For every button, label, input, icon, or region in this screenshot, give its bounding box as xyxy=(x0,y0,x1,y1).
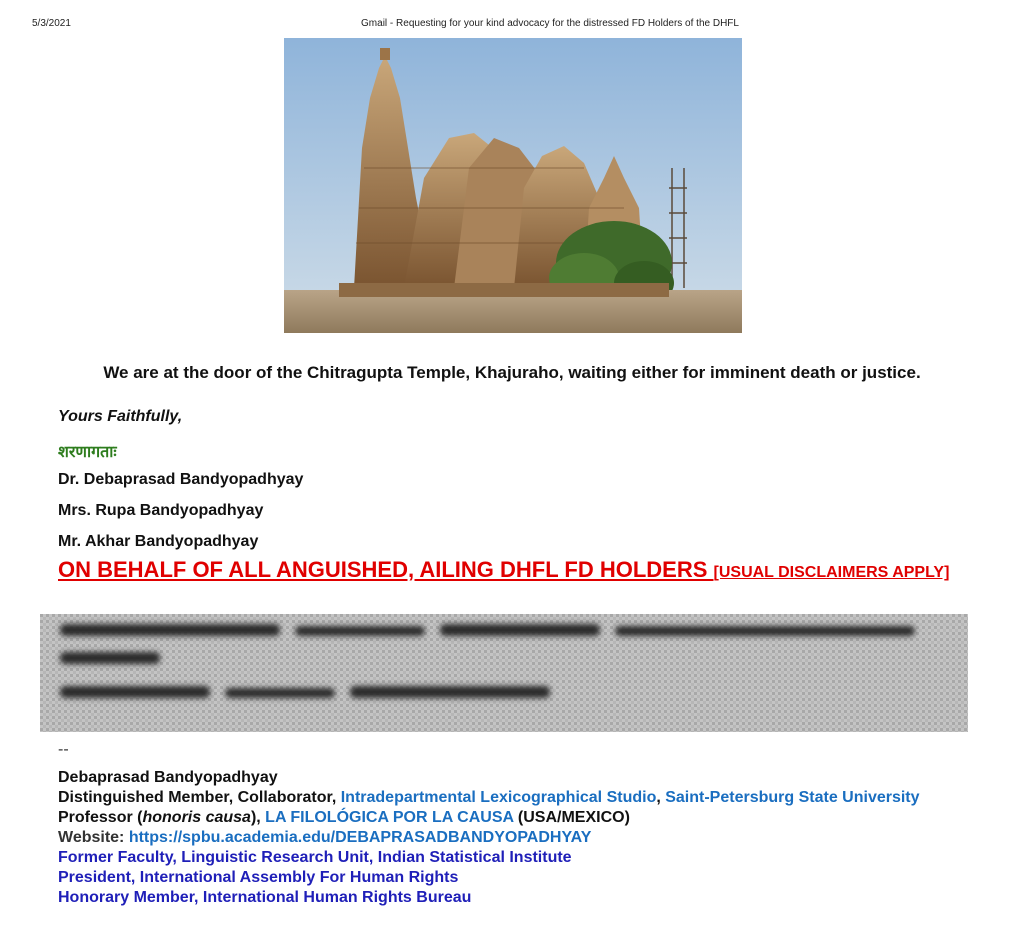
professor-prefix: Professor ( xyxy=(58,809,143,826)
honoris-causa: honoris causa xyxy=(142,809,251,826)
disclaimer: [USUAL DISCLAIMERS APPLY] xyxy=(713,564,950,581)
signature-president: President, International Assembly For Human Rights xyxy=(58,869,459,886)
temple-quote: We are at the door of the Chitragupta Temple, Khajuraho, waiting either for imminent death or justice. xyxy=(103,363,921,382)
comma: , xyxy=(656,789,666,806)
redacted-block xyxy=(40,614,968,732)
signature-former-faculty: Former Faculty, Linguistic Research Unit, Indian Statistical Institute xyxy=(58,849,572,866)
signature-separator: -- xyxy=(58,741,69,758)
signature-honorary: Honorary Member, International Human Rights Bureau xyxy=(58,889,472,906)
signature-website-line xyxy=(58,828,920,848)
signatory-name: Mr. Akhar Bandyopadhyay xyxy=(58,533,259,550)
signature-professor-line xyxy=(58,808,920,828)
university-link[interactable]: Saint-Petersburg State University xyxy=(665,789,920,806)
professor-suffix: ), xyxy=(250,809,266,826)
signature-member-line xyxy=(58,788,920,808)
signature-name: Debaprasad Bandyopadhyay xyxy=(58,769,278,786)
studio-link[interactable]: Intradepartmental Lexicographical Studio xyxy=(340,789,657,806)
print-header-date: 5/3/2021 xyxy=(32,18,71,29)
signatory-name: Dr. Debaprasad Bandyopadhyay xyxy=(58,471,304,488)
closing-greeting: Yours Faithfully, xyxy=(58,408,183,425)
behalf-main: ON BEHALF OF ALL ANGUISHED, AILING DHFL FD HOLDERS xyxy=(58,557,714,582)
member-prefix: Distinguished Member, Collaborator, xyxy=(58,789,341,806)
print-header-title: Gmail - Requesting for your kind advocacy for the distressed FD Holders of the DHFL xyxy=(361,18,739,29)
email-signature xyxy=(58,740,920,908)
sanskrit-closing: शरणागताः xyxy=(58,444,117,461)
filologica-suffix: (USA/MEXICO) xyxy=(513,809,630,826)
temple-photo xyxy=(284,38,742,333)
behalf-statement xyxy=(58,557,958,582)
website-link[interactable]: https://spbu.academia.edu/DEBAPRASADBANDYOPADHYAY xyxy=(128,829,592,846)
signatory-name: Mrs. Rupa Bandyopadhyay xyxy=(58,502,264,519)
filologica-link[interactable]: LA FILOLÓGICA POR LA CAUSA xyxy=(265,809,514,826)
website-label: Website: xyxy=(58,829,129,846)
